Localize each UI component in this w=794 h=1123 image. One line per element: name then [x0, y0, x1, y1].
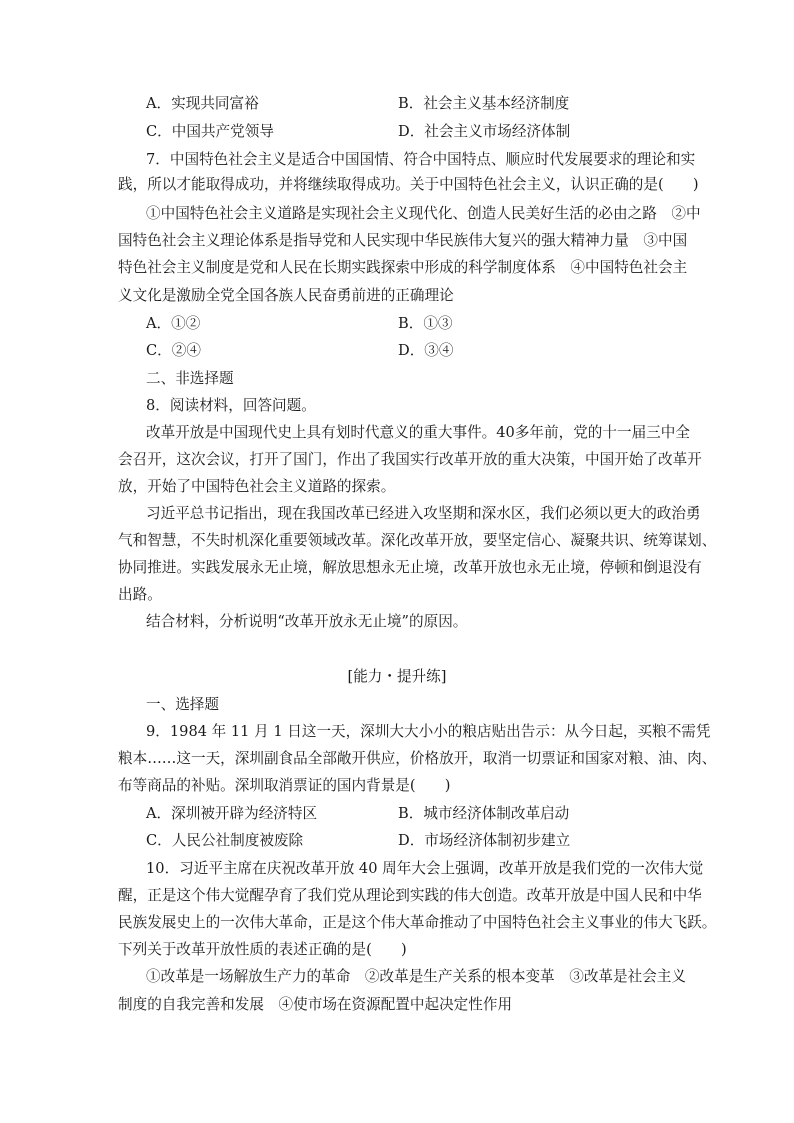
q9-line-1: 9．1984 年 11 月 1 日这一天，深圳大大小小的粮店贴出告示：从今日起，买粮不需凭 — [146, 723, 711, 740]
q7-line-5: 特色社会主义制度是党和人民在长期实践探索中形成的科学制度体系 ④中国特色社会主 — [118, 259, 688, 276]
q8-line-4: 习近平总书记指出，现在我国改革已经进入攻坚期和深水区，我们必须以更大的政治勇 — [146, 505, 701, 522]
q9-line-2: 粮本……这一天，深圳副食品全部敞开供应，价格放开，取消一切票证和国家对粮、油、肉、 — [118, 750, 717, 767]
q7-line-4: 国特色社会主义理论体系是指导党和人民实现中华民族伟大复兴的强大精神力量 ③中国 — [118, 232, 688, 249]
q7-option-c: C．②④ — [146, 342, 201, 359]
q6-option-b: B．社会主义基本经济制度 — [398, 95, 570, 112]
q7-line-1: 7．中国特色社会主义是适合中国国情、符合中国特点、顺应时代发展要求的理论和实 — [146, 151, 696, 168]
section-title-non-choice: 二、非选择题 — [146, 370, 234, 387]
q7-line-6: 义文化是激励全党全国各族人民奋勇前进的正确理论 — [118, 287, 454, 304]
q6-option-a: A．实现共同富裕 — [146, 95, 259, 112]
q10-line-1: 10．习近平主席在庆祝改革开放 40 周年大会上强调，改革开放是我们党的一次伟大觉 — [146, 860, 704, 877]
q8-line-7: 出路。 — [118, 586, 162, 603]
q8-question: 结合材料，分析说明“改革开放永无止境”的原因。 — [146, 613, 468, 630]
q10-line-5: ①改革是一场解放生产力的革命 ②改革是生产关系的根本变革 ③改革是社会主义 — [146, 968, 686, 985]
q9-option-a: A．深圳被开辟为经济特区 — [146, 805, 318, 822]
section-heading: [能力・提升练] — [347, 668, 447, 685]
q10-line-4: 下列关于改革开放性质的表述正确的是( ) — [118, 941, 407, 958]
q7-line-2: 践，所以才能取得成功，并将继续取得成功。关于中国特色社会主义，认识正确的是( ) — [118, 176, 699, 193]
q7-option-d: D．③④ — [398, 342, 454, 359]
q6-option-c: C．中国共产党领导 — [146, 123, 274, 140]
q9-option-c: C．人民公社制度被废除 — [146, 832, 304, 849]
q8-line-2: 会召开，这次会议，打开了国门，作出了我国实行改革开放的重大决策，中国开始了改革开 — [118, 451, 702, 468]
q8-line-3: 放，开始了中国特色社会主义道路的探索。 — [118, 478, 396, 495]
q9-line-3: 布等商品的补贴。深圳取消票证的国内背景是( ) — [118, 777, 451, 794]
q7-line-3: ①中国特色社会主义道路是实现社会主义现代化、创造人民美好生活的必由之路 ②中 — [146, 205, 701, 222]
q10-line-3: 民族发展史上的一次伟大革命，正是这个伟大革命推动了中国特色社会主义事业的伟大飞跃。 — [118, 914, 717, 931]
q9-option-d: D．市场经济体制初步建立 — [398, 832, 571, 849]
q8-line-1: 改革开放是中国现代史上具有划时代意义的重大事件。40多年前，党的十一届三中全 — [146, 424, 690, 441]
q7-option-a: A．①② — [146, 315, 201, 332]
section-title-choice: 一、选择题 — [146, 696, 219, 713]
q8-stem: 8．阅读材料，回答问题。 — [146, 397, 316, 414]
q9-option-b: B．城市经济体制改革启动 — [398, 805, 570, 822]
q10-line-6: 制度的自我完善和发展 ④使市场在资源配置中起决定性作用 — [118, 996, 513, 1013]
q8-line-5: 气和智慧，不失时机深化重要领域改革。深化改革开放，要坚定信心、凝聚共识、统筹谋划、 — [118, 532, 717, 549]
q7-option-b: B．①③ — [398, 315, 453, 332]
q6-option-d: D．社会主义市场经济体制 — [398, 123, 571, 140]
q10-line-2: 醒，正是这个伟大觉醒孕育了我们党从理论到实践的伟大创造。改革开放是中国人民和中华 — [118, 887, 702, 904]
q8-line-6: 协同推进。实践发展永无止境，解放思想永无止境，改革开放也永无止境，停顿和倒退没有 — [118, 559, 702, 576]
